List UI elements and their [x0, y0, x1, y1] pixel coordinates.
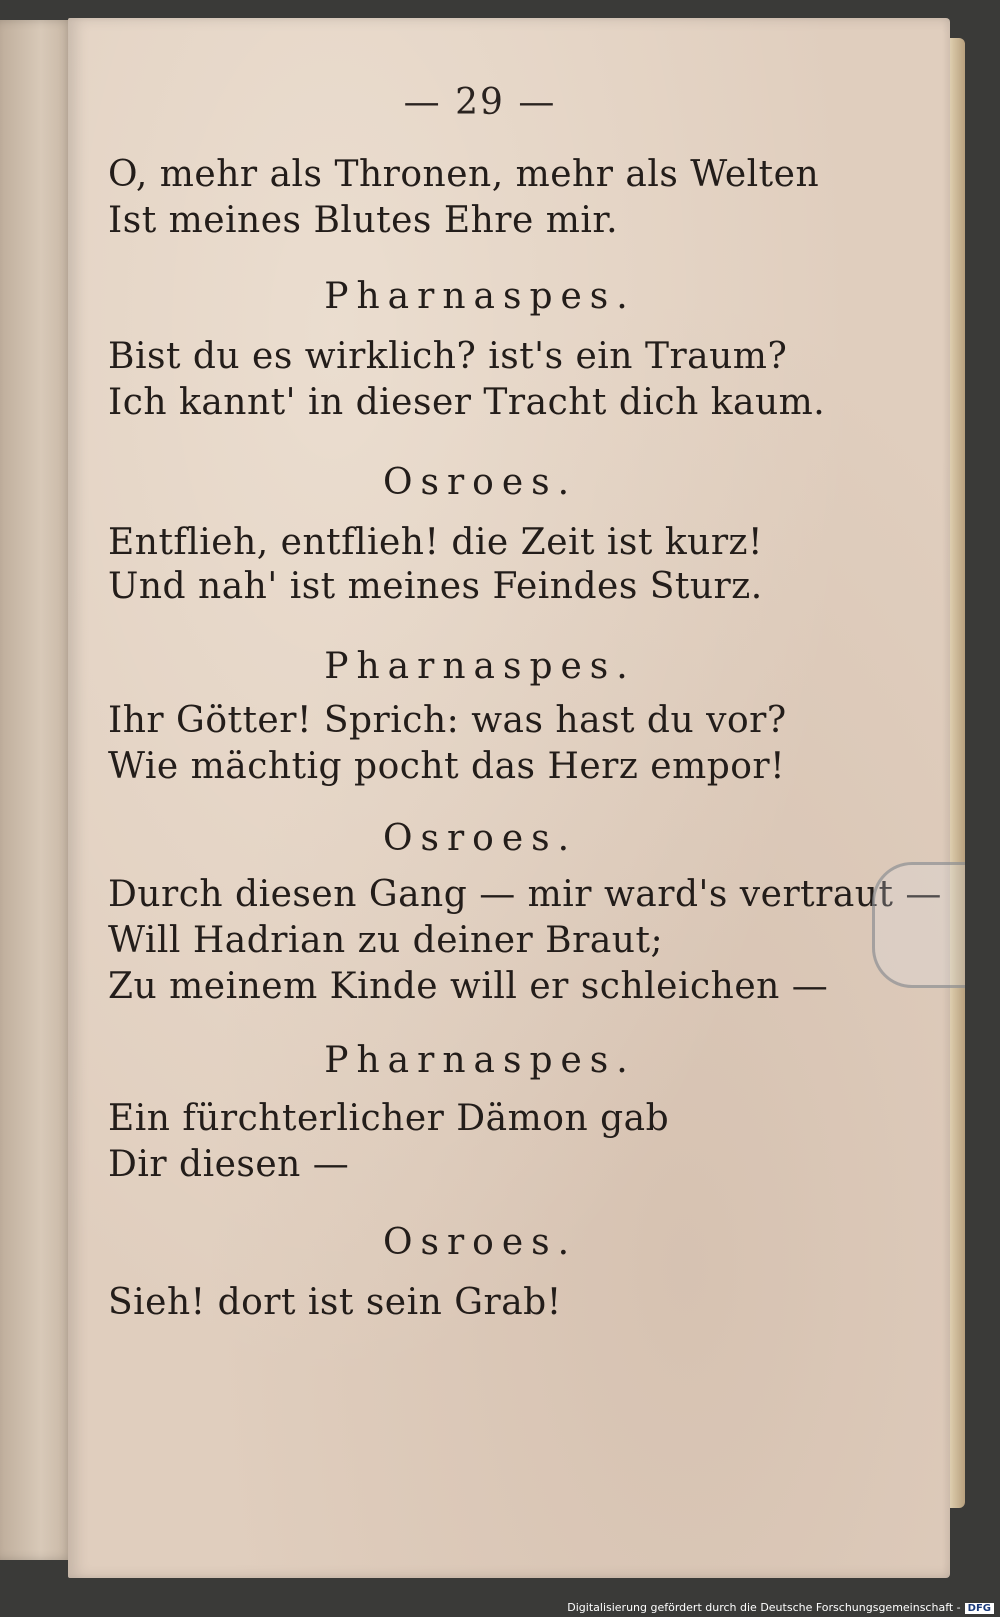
verse-line: Wie mächtig pocht das Herz empor! — [108, 746, 786, 787]
verse-line: Sieh! dort ist sein Grab! — [108, 1282, 562, 1323]
dfg-logo: DFG — [965, 1603, 994, 1614]
verse-line: Durch diesen Gang — mir ward's vertraut — — [108, 874, 942, 915]
verse-line: Will Hadrian zu deiner Braut; — [108, 920, 664, 961]
speaker-name: Osroes. — [382, 818, 578, 859]
speaker-name: Osroes. — [382, 1222, 578, 1263]
speaker-name: Osroes. — [382, 462, 578, 503]
verse-line: Dir diesen — — [108, 1144, 350, 1185]
page-clip-holder — [872, 862, 965, 988]
footer-credit-text: Digitalisierung gefördert durch die Deutsche Forschungsgemeinschaft - — [567, 1601, 961, 1614]
verse-line: Ein fürchterlicher Dämon gab — [108, 1098, 670, 1139]
verse-line: O, mehr als Thronen, mehr als Welten — [108, 154, 820, 195]
digitization-footer — [567, 1601, 994, 1614]
facing-page-edge — [0, 20, 74, 1560]
verse-line: Entflieh, entflieh! die Zeit ist kurz! — [108, 522, 763, 563]
verse-line: Zu meinem Kinde will er schleichen — — [108, 966, 829, 1007]
verse-line: Bist du es wirklich? ist's ein Traum? — [108, 336, 788, 377]
verse-line: Ihr Götter! Sprich: was hast du vor? — [108, 700, 787, 741]
speaker-name: Pharnaspes. — [324, 276, 636, 317]
speaker-name: Pharnaspes. — [324, 646, 636, 687]
verse-line: Ich kannt' in dieser Tracht dich kaum. — [108, 382, 826, 423]
speaker-name: Pharnaspes. — [324, 1040, 636, 1081]
verse-line: Und nah' ist meines Feindes Sturz. — [108, 566, 763, 607]
book-page — [68, 18, 950, 1578]
page-number: — 29 — — [403, 82, 557, 123]
verse-line: Ist meines Blutes Ehre mir. — [108, 200, 619, 241]
